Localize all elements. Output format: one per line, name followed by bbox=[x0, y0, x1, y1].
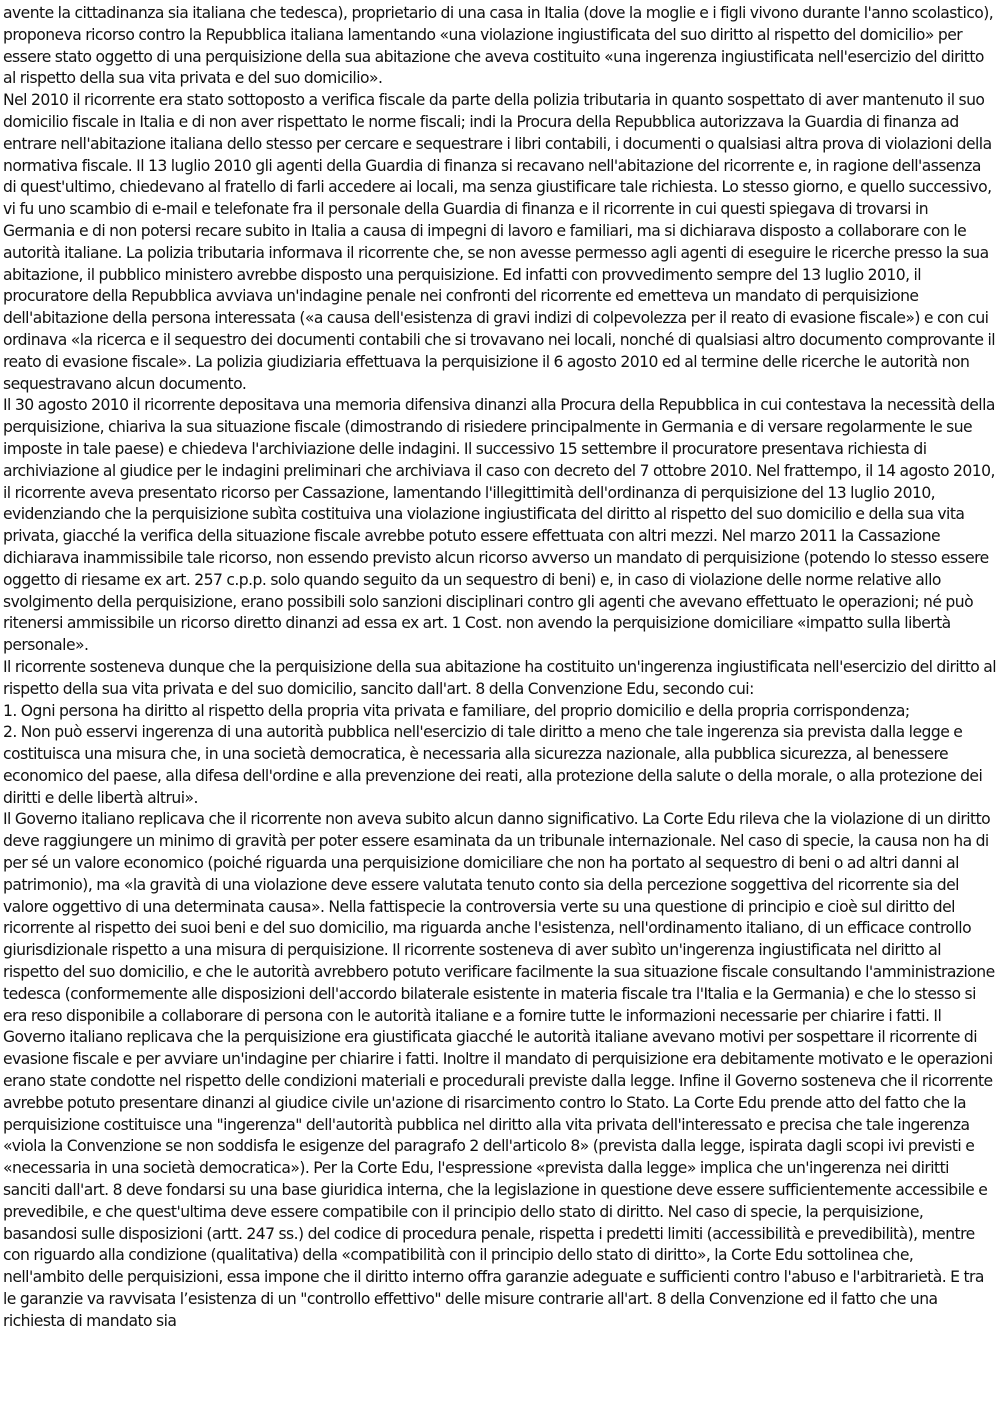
paragraph-art8-clause-1: 1. Ogni persona ha diritto al rispetto della propria vita privata e familiare, del proprio domicilio e della propria corrispondenza; bbox=[3, 701, 910, 720]
paragraph-art8-intro: Il ricorrente sosteneva dunque che la perquisizione della sua abitazione ha costituito un'ingerenza ingiustificata nell'esercizio del diritto al rispetto della sua vita privata e del suo domicilio, sancito dall'art. 8 della Convenzione Edu, secondo cui: bbox=[3, 657, 997, 698]
paragraph-intro: avente la cittadinanza sia italiana che tedesca), proprietario di una casa in Italia (dove la moglie e i figli vivono durante l'anno scolastico), proponeva ricorso contro la Repubblica italiana lamentando «una violazione ingiustificata del suo diritto al rispetto del domicilio» per essere stato oggetto di una perquisizione della sua abitazione che aveva costituito «una ingerenza ingiustificata nell'esercizio del diritto al rispetto della sua vita privata e del suo domicilio». bbox=[3, 4, 994, 88]
paragraph-facts-2010: Nel 2010 il ricorrente era stato sottoposto a verifica fiscale da parte della polizia tributaria in quanto sospettato di aver mantenuto il suo domicilio fiscale in Italia e di non aver rispettato le norme fiscali; indi la Procura della Repubblica autorizzava la Guardia di finanza ad entrare nell'abitazione italiana dello stesso per cercare e sequestrare i libri contabili, i documenti o qualsiasi altra prova di violazioni della normativa fiscale. Il 13 luglio 2010 gli agenti della Guardia di finanza si recavano nell'abitazione del ricorrente e, in ragione dell'assenza di quest'ultimo, chiedevano al fratello di farli accedere ai locali, ma senza giustificare tale richiesta. Lo stesso giorno, e quello successivo, vi fu uno scambio di e-mail e telefonate fra il personale della Guardia di finanza e il ricorrente in cui questi spiegava di trovarsi in Germania e di non potersi recare subito in Italia a causa di impegni di lavoro e familiari, ma si dichiarava disposto a collaborare con le autorità italiane. La polizia tributaria informava il ricorrente che, se non avesse permesso agli agenti di eseguire le ricerche presso la sua abitazione, il pubblico ministero avrebbe disposto una perquisizione. Ed infatti con provvedimento sempre del 13 luglio 2010, il procuratore della Repubblica avviava un'indagine penale nei confronti del ricorrente ed emetteva un mandato di perquisizione dell'abitazione della persona interessata («a causa dell'esistenza di gravi indizi di colpevolezza per il reato di evasione fiscale») e con cui ordinava «la ricerca e il sequestro dei documenti contabili che si trovavano nei locali, nonché di qualsiasi altro documento comprovante il reato di evasione fiscale». La polizia giudiziaria effettuava la perquisizione il 6 agosto 2010 ed al termine delle ricerche le autorità non sequestravano alcun documento. bbox=[3, 91, 996, 393]
paragraph-art8-clause-2: 2. Non può esservi ingerenza di una autorità pubblica nell'esercizio di tale diritto a meno che tale ingerenza sia prevista dalla legge e costituisca una misura che, in una società democratica, è necessaria alla sicurezza nazionale, alla pubblica sicurezza, al benessere economico del paese, alla difesa dell'ordine e alla prevenzione dei reati, alla protezione della salute o della morale, o alla protezione dei diritti e delle libertà altrui». bbox=[3, 723, 983, 807]
paragraph-defense-brief: Il 30 agosto 2010 il ricorrente depositava una memoria difensiva dinanzi alla Procura della Repubblica in cui contestava la necessità della perquisizione, chiariva la sua situazione fiscale (dimostrando di risiedere principalmente in Germania e di versare regolarmente le sue imposte in tale paese) e chiedeva l'archiviazione delle indagini. Il successivo 15 settembre il procuratore presentava richiesta di archiviazione al giudice per le indagini preliminari che archiviava il caso con decreto del 7 ottobre 2010. Nel frattempo, il 14 agosto 2010, il ricorrente aveva presentato ricorso per Cassazione, lamentando l'illegittimità dell'ordinanza di perquisizione del 13 luglio 2010, evidenziando che la perquisizione subìta costituiva una violazione ingiustificata del diritto al rispetto del suo domicilio e della sua vita privata, giacché la verifica della situazione fiscale avrebbe potuto essere effettuata con altri mezzi. Nel marzo 2011 la Cassazione dichiarava inammissibile tale ricorso, non essendo previsto alcun ricorso avverso un mandato di perquisizione (potendo lo stesso essere oggetto di riesame ex art. 257 c.p.p. solo quando seguito da un sequestro di beni) e, in caso di violazione delle norme relative allo svolgimento della perquisizione, erano possibili solo sanzioni disciplinari contro gli agenti che avevano effettuato le operazioni; né può ritenersi ammissibile un ricorso diretto dinanzi ad essa ex art. 1 Cost. non avendo la perquisizione domiciliare «impatto sulla libertà personale». bbox=[3, 396, 995, 655]
paragraph-court-assessment: Il Governo italiano replicava che il ricorrente non aveva subito alcun danno significativo. La Corte Edu rileva che la violazione di un diritto deve raggiungere un minimo di gravità per poter essere esaminata da un tribunale internazionale. Nel caso di specie, la causa non ha di per sé un valore economico (poiché riguarda una perquisizione domiciliare che non ha portato al sequestro di beni o ad altri danni al patrimonio), ma «la gravità di una violazione deve essere valutata tenuto conto sia della percezione soggettiva del ricorrente sia del valore oggettivo di una determinata causa». Nella fattispecie la controversia verte su una questione di principio e cioè sul diritto del ricorrente al rispetto dei suoi beni e del suo domicilio, ma riguarda anche l'esistenza, nell'ordinamento italiano, di un efficace controllo giurisdizionale rispetto a una misura di perquisizione. Il ricorrente sosteneva di aver subìto un'ingerenza ingiustificata nel diritto al rispetto del suo domicilio, e che le autorità avrebbero potuto verificare facilmente la sua situazione fiscale consultando l'amministrazione tedesca (conformemente alle disposizioni dell'accordo bilaterale esistente in materia fiscale tra l'Italia e la Germania) e che lo stesso si era reso disponibile a collaborare di persona con le autorità italiane e a fornire tutte le informazioni necessarie per chiarire i fatti. Il Governo italiano replicava che la perquisizione era giustificata giacché le autorità italiane avevano motivi per sospettare il ricorrente di evasione fiscale e per avviare un'indagine per chiarire i fatti. Inoltre il mandato di perquisizione era debitamente motivato e le operazioni erano state condotte nel rispetto delle condizioni materiali e procedurali previste dalla legge. Infine il Governo sosteneva che il ricorrente avrebbe potuto presentare dinanzi al giudice civile un'azione di risarcimento contro lo Stato. La Corte Edu prende atto del fatto che la perquisizione costituisce una "ingerenza" dell'autorità pubblica nel diritto alla vita privata dell'interessato e precisa che tale ingerenza «viola la Convenzione se non soddisfa le esigenze del paragrafo 2 dell'articolo 8» (prevista dalla legge, ispirata dagli scopi ivi previsti e «necessaria in una società democratica»). Per la Corte Edu, l'espressione «prevista dalla legge» implica che un'ingerenza nei diritti sanciti dall'art. 8 deve fondarsi su una base giuridica interna, che la legislazione in questione deve essere sufficientemente accessibile e prevedibile, e che quest'ultima deve essere compatibile con il principio dello stato di diritto. Nel caso di specie, la perquisizione, basandosi sulle disposizioni (artt. 247 ss.) del codice di procedura penale, rispetta i predetti limiti (accessibilità e prevedibilità), mentre con riguardo alla condizione (qualitativa) della «compatibilità con il principio dello stato di diritto», la Corte Edu sottolinea che, nell'ambito delle perquisizioni, essa impone che il diritto interno offra garanzie adeguate e sufficienti contro l'abuso e l'arbitrarietà. E tra le garanzie va ravvisata l’esistenza di un "controllo effettivo" delle misure contrarie all'art. 8 della Convenzione ed il fatto che una richiesta di mandato sia bbox=[3, 810, 995, 1330]
